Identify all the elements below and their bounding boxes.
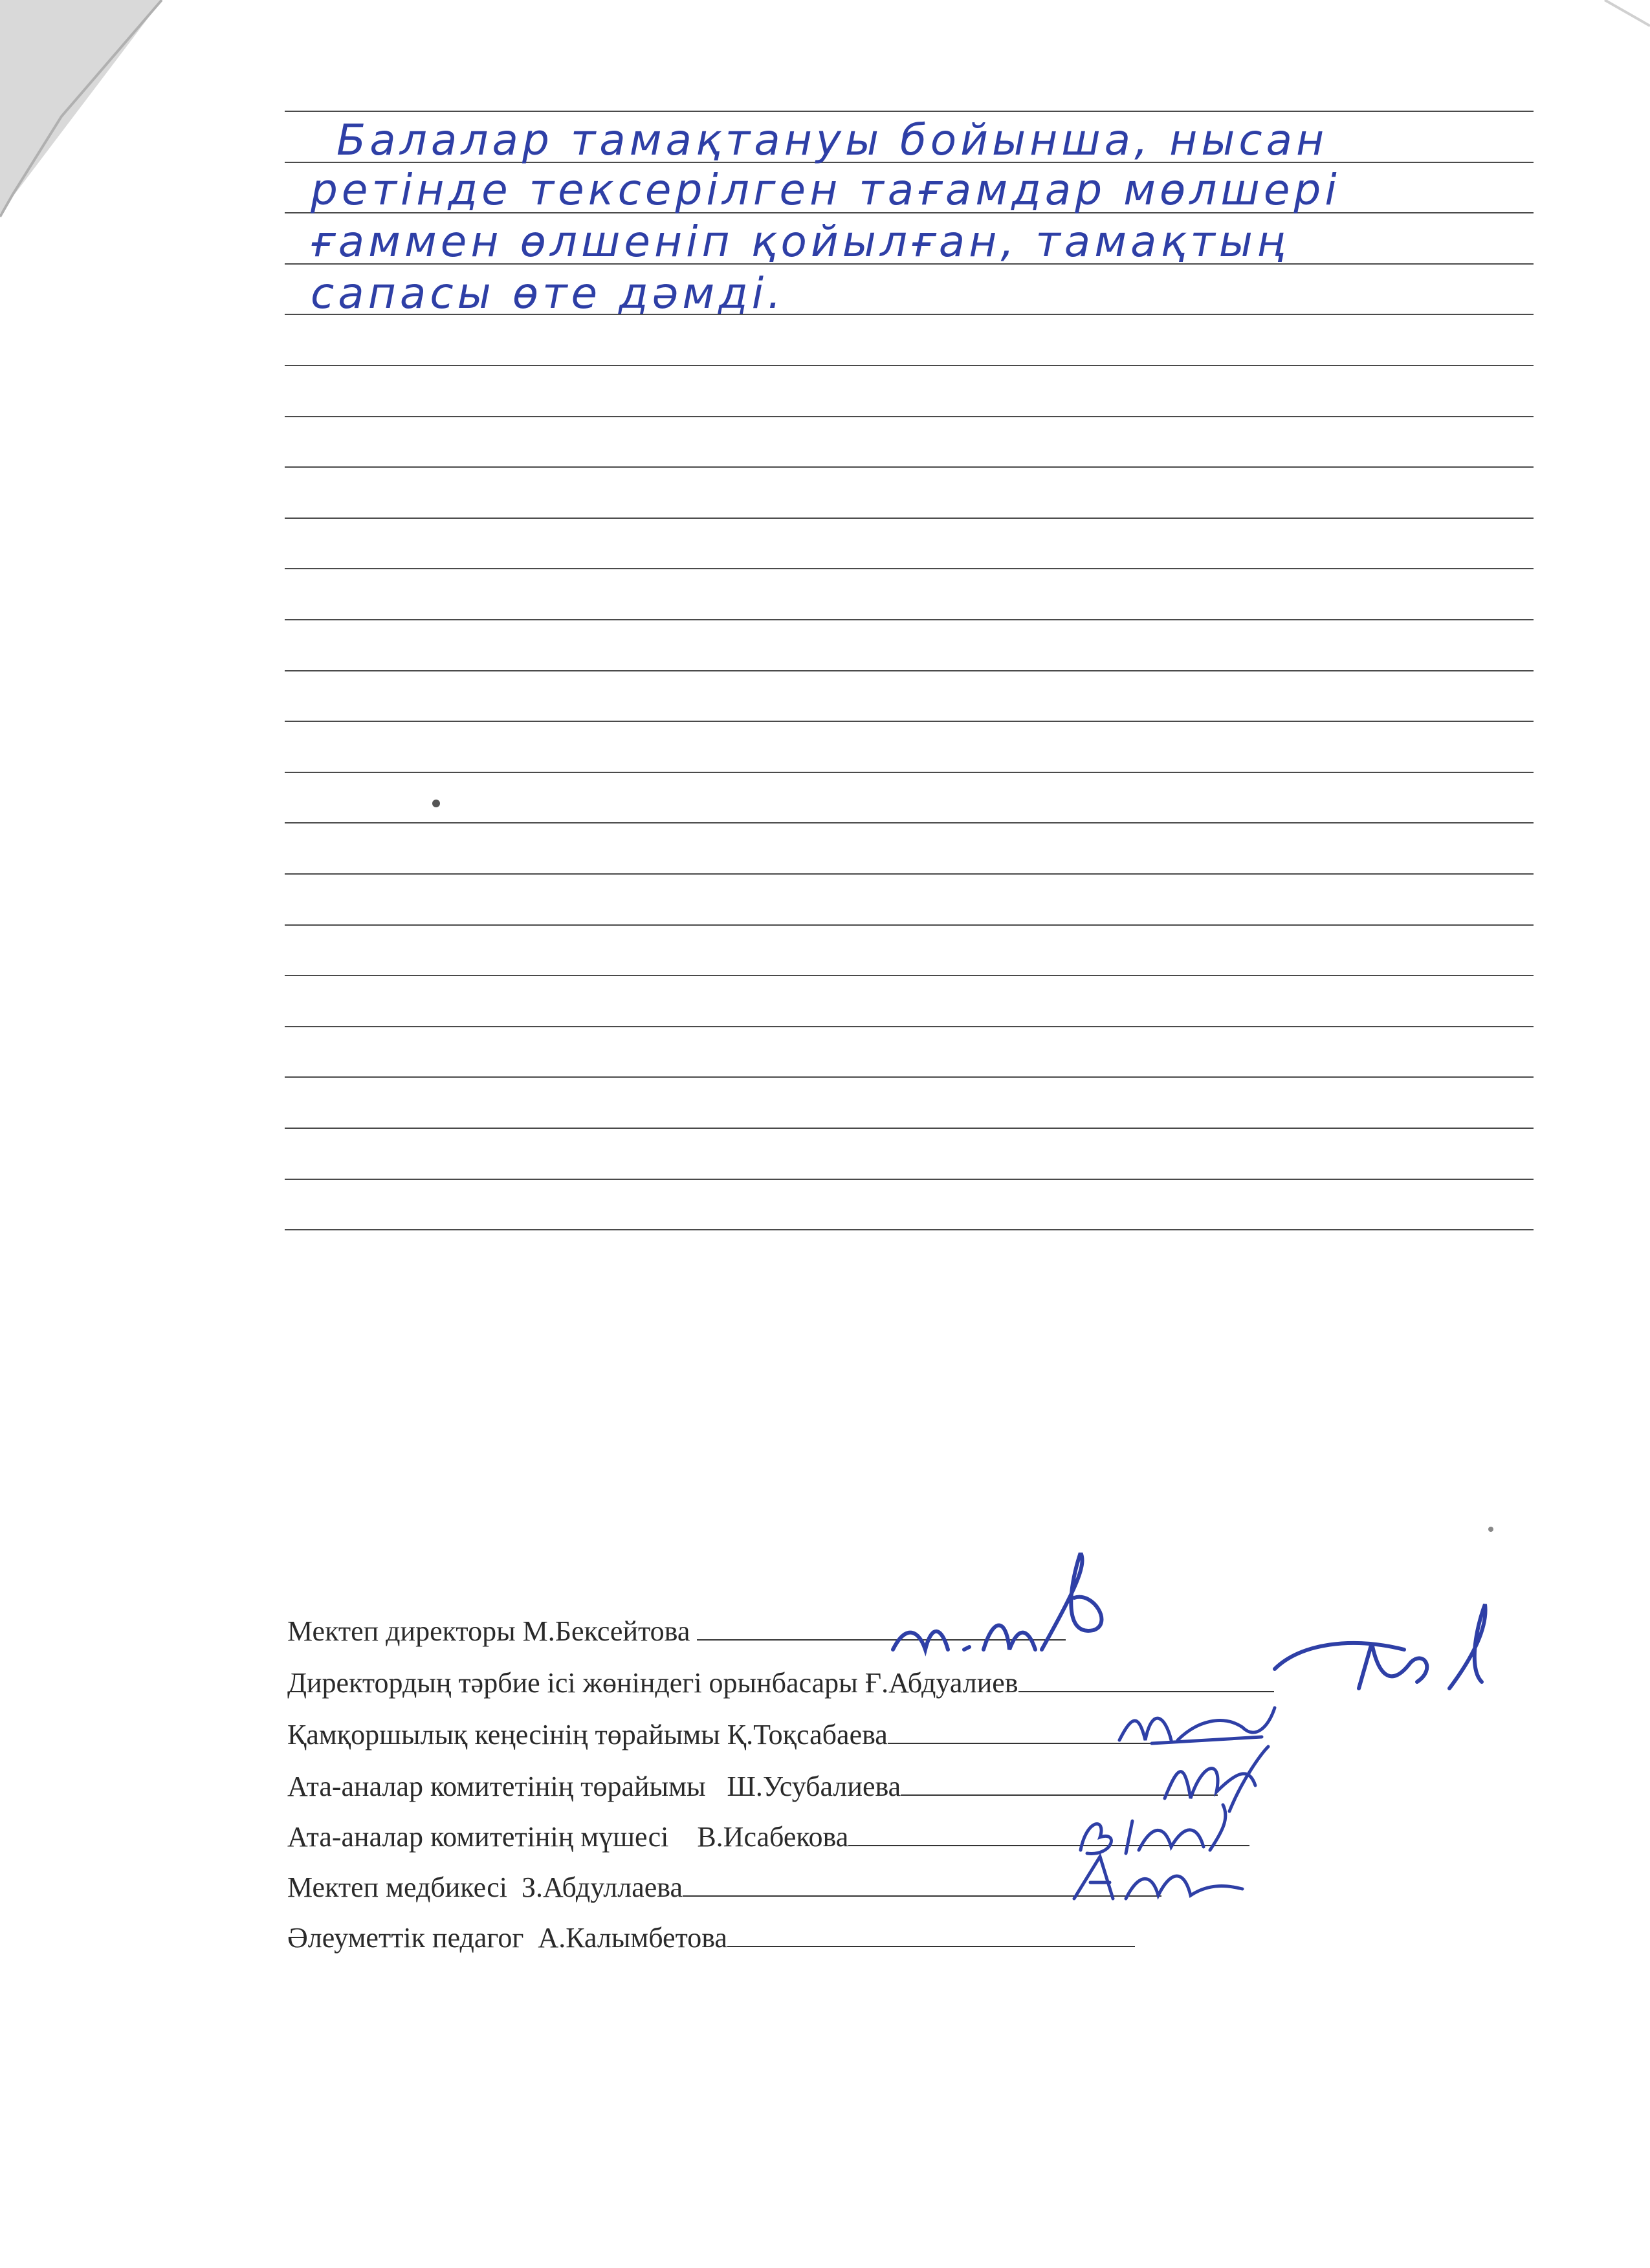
signature-blank-line xyxy=(727,1919,1135,1947)
signature-label: Директордың тәрбие ісі жөніндегі орынбасары Ғ.Абдуалиев xyxy=(287,1667,1018,1699)
signature-label: Әлеуметтік педагог А.Калымбетова xyxy=(287,1922,727,1954)
signature-blank-line xyxy=(901,1767,1218,1796)
signature-row-deputy xyxy=(287,1664,1274,1703)
note-line: ғаммен өлшеніп қойылған, тамақтың xyxy=(311,217,1289,267)
signature-row-parents-member xyxy=(287,1818,1249,1857)
signature-blank-line xyxy=(888,1716,1160,1744)
note-line: сапасы өте дәмді. xyxy=(311,268,786,318)
signature-row-social-pedagogue xyxy=(287,1919,1135,1957)
signature-blank-line xyxy=(848,1818,1249,1846)
signature-label: Мектеп директоры М.Бексейтова xyxy=(287,1615,698,1647)
signature-label: Ата-аналар комитетінің мүшесі В.Исабекова xyxy=(287,1821,849,1853)
scan-speck xyxy=(432,800,440,807)
signature-label: Ата-аналар комитетінің төрайымы Ш.Усубалиева xyxy=(287,1771,901,1802)
signature-row-board-chair xyxy=(287,1716,1160,1754)
scan-speck xyxy=(1488,1527,1493,1532)
note-line: ретінде тексерілген тағамдар мөлшері xyxy=(311,165,1341,215)
signature-row-nurse xyxy=(287,1868,1161,1907)
signature-row-director xyxy=(287,1612,1066,1651)
signature-row-parents-chair xyxy=(287,1767,1218,1806)
note-line: Балалар тамақтануы бойынша, нысан xyxy=(336,115,1328,165)
signature-blank-line xyxy=(1018,1664,1274,1692)
signature-blank-line xyxy=(683,1868,1161,1897)
signature-label: Мектеп медбикесі З.Абдуллаева xyxy=(287,1871,683,1903)
signature-label: Қамқоршылық кеңесінің төрайымы Қ.Тоқсабаева xyxy=(287,1719,888,1750)
signature-blank-line xyxy=(697,1612,1066,1641)
